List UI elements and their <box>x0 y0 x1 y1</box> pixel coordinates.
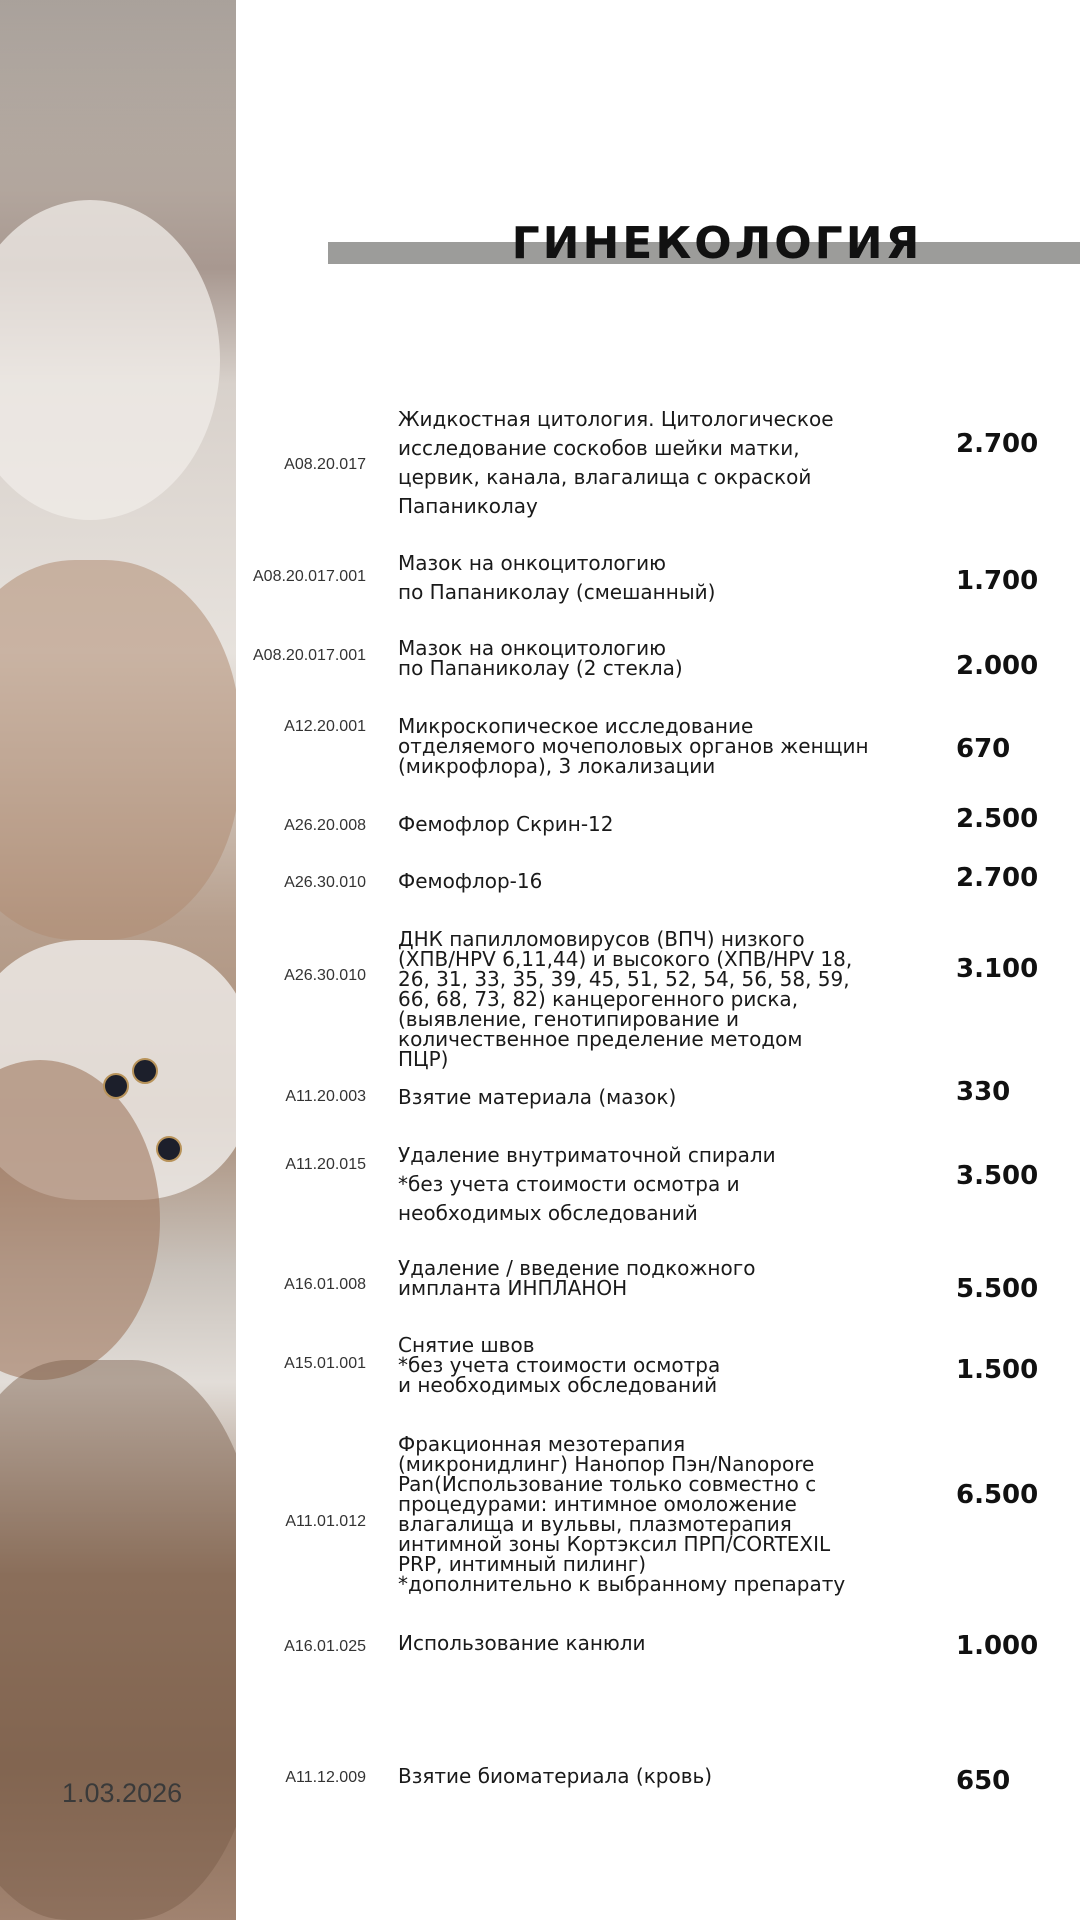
service-code: A08.20.017.001 <box>253 647 366 664</box>
description-line: необходимых обследований <box>398 1201 698 1225</box>
service-price: 1.700 <box>956 566 1039 596</box>
service-code: A08.20.017 <box>284 456 366 473</box>
service-price: 1.000 <box>956 1631 1039 1661</box>
document-date: 1.03.2026 <box>62 1778 183 1808</box>
description-line: Фемофлор Скрин-12 <box>398 812 614 836</box>
description-line: Удаление / введение подкожного <box>398 1256 756 1280</box>
description-line: процедурами: интимное омоложение <box>398 1492 797 1516</box>
photo-shape-leg <box>0 1360 236 1920</box>
service-code: A11.12.009 <box>285 1769 366 1786</box>
service-description <box>398 638 918 678</box>
service-description <box>398 1633 918 1653</box>
service-description <box>398 1087 918 1107</box>
description-line: интимной зоны Кортэксил ПРП/CORTEXIL <box>398 1532 831 1556</box>
photo-shape-torso <box>0 560 236 940</box>
service-description <box>398 716 918 776</box>
service-code: A11.01.012 <box>285 1513 366 1530</box>
service-description <box>398 405 918 521</box>
page-title-wrapper <box>328 218 1080 278</box>
service-description <box>398 1434 918 1594</box>
service-code: A11.20.003 <box>285 1088 366 1105</box>
description-line: *дополнительно к выбранному препарату <box>398 1572 846 1596</box>
description-line: (микрофлора), 3 локализации <box>398 754 716 778</box>
description-line: Взятие биоматериала (кровь) <box>398 1764 713 1788</box>
service-price: 3.100 <box>956 954 1039 984</box>
description-line: отделяемого мочеполовых органов женщин <box>398 734 869 758</box>
service-price: 5.500 <box>956 1274 1039 1304</box>
service-code: A16.01.008 <box>284 1276 366 1293</box>
description-line: PRP, интимный пилинг) <box>398 1552 647 1576</box>
description-line: Взятие материала (мазок) <box>398 1085 677 1109</box>
service-price: 6.500 <box>956 1480 1039 1510</box>
description-line: и необходимых обследований <box>398 1373 718 1397</box>
description-line: Фемофлор-16 <box>398 869 543 893</box>
description-line: (ХПВ/HPV 6,11,44) и высокого (ХПВ/HPV 18, <box>398 947 853 971</box>
description-line: влагалища и вульвы, плазмотерапия <box>398 1512 792 1536</box>
description-line: ПЦР) <box>398 1047 449 1071</box>
description-line: Жидкостная цитология. Цитологическое <box>398 407 834 431</box>
service-code: A12.20.001 <box>284 718 366 735</box>
description-line: (микронидлинг) Нанопор Пэн/Nanopore <box>398 1452 815 1476</box>
photo-shade-top <box>0 0 236 190</box>
service-price: 330 <box>956 1077 1011 1107</box>
description-line: 26, 31, 33, 35, 39, 45, 51, 52, 54, 56, 58, 59, <box>398 967 850 991</box>
description-line: Мазок на онкоцитологию <box>398 636 666 660</box>
page-title: ГИНЕКОЛОГИЯ <box>511 218 923 269</box>
service-price: 3.500 <box>956 1161 1039 1191</box>
service-price: 670 <box>956 734 1011 764</box>
service-price: 2.000 <box>956 651 1039 681</box>
bracelet-charm-icon <box>132 1058 158 1084</box>
service-description <box>398 871 918 891</box>
description-line: импланта ИНПЛАНОН <box>398 1276 628 1300</box>
service-price: 650 <box>956 1766 1011 1796</box>
service-description <box>398 549 918 607</box>
service-description <box>398 1141 918 1228</box>
description-line: 66, 68, 73, 82) канцерогенного риска, <box>398 987 799 1011</box>
description-line: цервик, канала, влагалища с окраской <box>398 465 812 489</box>
service-code: A16.01.025 <box>284 1638 366 1655</box>
description-line: ДНК папилломовирусов (ВПЧ) низкого <box>398 927 805 951</box>
description-line: по Папаниколау (2 стекла) <box>398 656 683 680</box>
description-line: Снятие швов <box>398 1333 535 1357</box>
service-code: A15.01.001 <box>284 1355 366 1372</box>
description-line: Удаление внутриматочной спирали <box>398 1143 776 1167</box>
service-code: A26.20.008 <box>284 817 366 834</box>
service-description <box>398 1766 918 1786</box>
description-line: Папаниколау <box>398 494 538 518</box>
service-description <box>398 1258 918 1298</box>
service-price: 2.500 <box>956 804 1039 834</box>
service-description <box>398 929 918 1069</box>
bracelet-charm-icon <box>103 1073 129 1099</box>
description-line: количественное пределение методом <box>398 1027 803 1051</box>
bracelet-charm-icon <box>156 1136 182 1162</box>
description-line: *без учета стоимости осмотра и <box>398 1172 740 1196</box>
decorative-photo <box>0 0 236 1920</box>
service-code: A26.30.010 <box>284 874 366 891</box>
service-code: A08.20.017.001 <box>253 568 366 585</box>
description-line: Микроскопическое исследование <box>398 714 754 738</box>
description-line: (выявление, генотипирование и <box>398 1007 739 1031</box>
service-code: A11.20.015 <box>285 1156 366 1173</box>
service-description <box>398 814 918 834</box>
description-line: *без учета стоимости осмотра <box>398 1353 721 1377</box>
photo-shape-top <box>0 200 220 520</box>
description-line: исследование соскобов шейки матки, <box>398 436 800 460</box>
description-line: Мазок на онкоцитологию <box>398 551 666 575</box>
service-code: A26.30.010 <box>284 967 366 984</box>
service-description <box>398 1335 918 1395</box>
description-line: Фракционная мезотерапия <box>398 1432 686 1456</box>
service-price: 2.700 <box>956 429 1039 459</box>
service-price: 1.500 <box>956 1355 1039 1385</box>
description-line: Pan(Использование только совместно с <box>398 1472 817 1496</box>
description-line: по Папаниколау (смешанный) <box>398 580 716 604</box>
description-line: Использование канюли <box>398 1631 646 1655</box>
service-price: 2.700 <box>956 863 1039 893</box>
